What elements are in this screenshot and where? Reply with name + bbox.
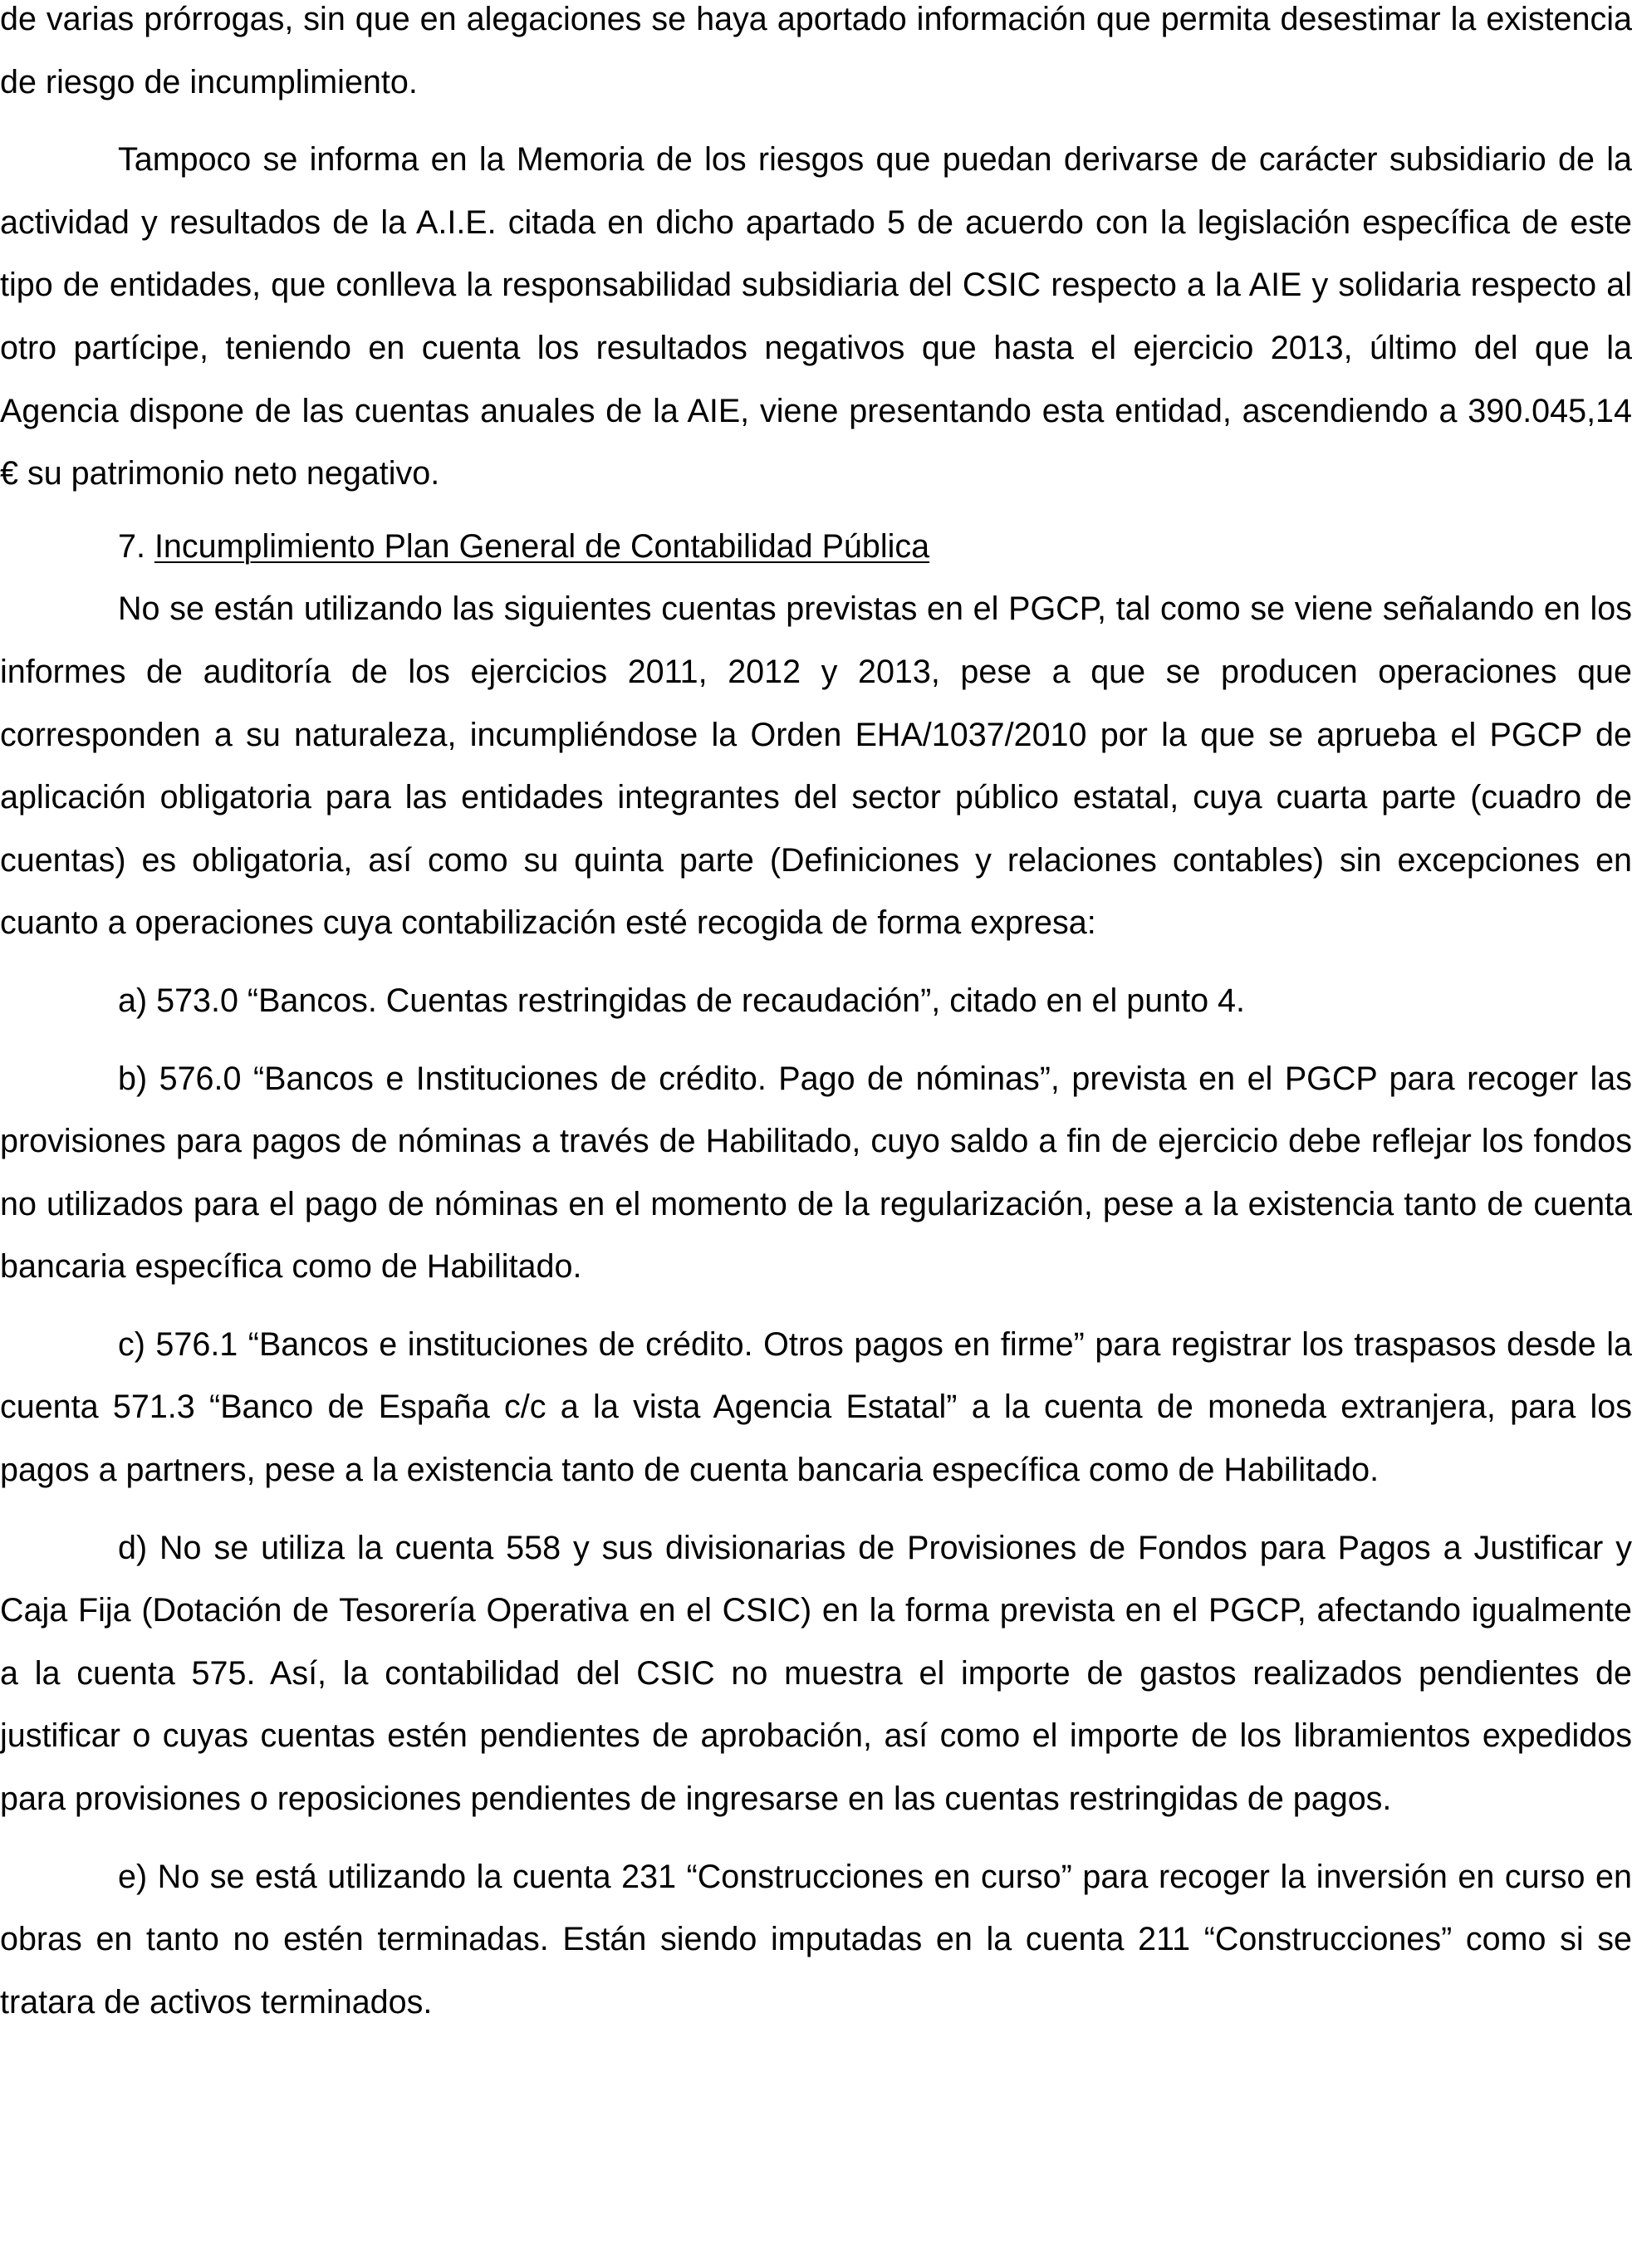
- section-number: 7.: [118, 527, 145, 565]
- list-item-d: d) No se utiliza la cuenta 558 y sus divisionarias de Provisiones de Fondos para Pagos a Justificar y Caja Fija (Dotación de Tesorería Operativa en el CSIC) en la forma prevista en el PGCP, afectando igualmente a la cuenta 575. Así, la contabilidad del CSIC no muestra el importe de gastos realizados pendientes de justificar o cuyas cuentas estén pendientes de aprobación, así como el importe de los libramientos expedidos para provisiones o reposiciones pendientes de ingresarse en las cuentas restringidas de pagos.: [0, 1529, 1632, 1818]
- list-item-b: b) 576.0 “Bancos e Instituciones de crédito. Pago de nóminas”, prevista en el PGCP para recoger las provisiones para pagos de nóminas a través de Habilitado, cuyo saldo a fin de ejercicio debe reflejar los fondos no utilizados para el pago de nóminas en el momento de la regularización, pese a la existencia tanto de cuenta bancaria específica como de Habilitado.: [0, 1060, 1632, 1286]
- paragraph-continuation: de varias prórrogas, sin que en alegaciones se haya aportado información que permita desestimar la existencia de riesgo de incumplimiento.: [0, 1, 1632, 100]
- list-item-e: e) No se está utilizando la cuenta 231 “Construcciones en curso” para recoger la inversión en curso en obras en tanto no estén terminadas. Están siendo imputadas en la cuenta 211 “Construcciones” como si se tratara de activos terminados.: [0, 1858, 1632, 2021]
- paragraph-intro: No se están utilizando las siguientes cuentas previstas en el PGCP, tal como se viene señalando en los informes de auditoría de los ejercicios 2011, 2012 y 2013, pese a que se producen operaciones que corresponden a su naturaleza, incumpliéndose la Orden EHA/1037/2010 por la que se aprueba el PGCP de aplicación obligatoria para las entidades integrantes del sector público estatal, cuya cuarta parte (cuadro de cuentas) es obligatoria, así como su quinta parte (Definiciones y relaciones contables) sin excepciones en cuanto a operaciones cuya contabilización esté recogida de forma expresa:: [0, 590, 1632, 942]
- paragraph-tampoco: Tampoco se informa en la Memoria de los riesgos que puedan derivarse de carácter subsidiario de la actividad y resultados de la A.I.E. citada en dicho apartado 5 de acuerdo con la legislación específica de este tipo de entidades, que conlleva la responsabilidad subsidiaria del CSIC respecto a la AIE y solidaria respecto al otro partícipe, teniendo en cuenta los resultados negativos que hasta el ejercicio 2013, último del que la Agencia dispone de las cuentas anuales de la AIE, viene presentando esta entidad, ascendiendo a 390.045,14 € su patrimonio neto negativo.: [0, 141, 1632, 492]
- list-item-a: a) 573.0 “Bancos. Cuentas restringidas de recaudación”, citado en el punto 4.: [118, 982, 1246, 1019]
- list-item-c: c) 576.1 “Bancos e instituciones de crédito. Otros pagos en firme” para registrar los traspasos desde la cuenta 571.3 “Banco de España c/c a la vista Agencia Estatal” a la cuenta de moneda extranjera, para los pagos a partners, pese a la existencia tanto de cuenta bancaria específica como de Habilitado.: [0, 1325, 1632, 1489]
- section-heading: [0, 516, 1632, 579]
- section-title: Incumplimiento Plan General de Contabilidad Pública: [154, 527, 930, 565]
